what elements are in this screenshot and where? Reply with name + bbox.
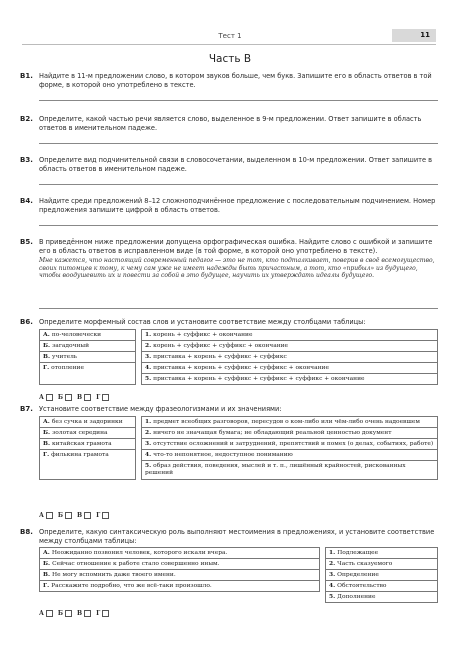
task-number: B4. <box>20 197 33 205</box>
b8-match-table <box>39 547 438 603</box>
header-rule <box>22 44 436 45</box>
task-text: В приведённом ниже предложении допущена орфографическая ошибка. Найдите слово с ошибкой и запишите его в область ответов в исправленном виде (в той форме, в которой оно употреблено в тексте). <box>39 238 433 255</box>
left-cell: Б. загадочный <box>40 341 136 352</box>
answer-line[interactable] <box>39 184 438 185</box>
table-row <box>40 559 438 570</box>
right-cell: 3. Определение <box>326 570 438 581</box>
answer-box[interactable] <box>102 394 109 401</box>
table-row <box>40 439 438 450</box>
left-cell: В. учитель <box>40 352 136 363</box>
left-cell: А. Неожиданно позвонил человек, которого искали вчера. <box>40 548 320 559</box>
left-cell: Б. Сейчас отношение к работе стало совершенно иным. <box>40 559 320 570</box>
right-cell: 2. Часть сказуемого <box>326 559 438 570</box>
table-row <box>40 548 438 559</box>
part-title: Часть B <box>208 53 252 65</box>
task-text: Определите, какую синтаксическую роль выполняют местоимения в предложениях, и установите соответствие между столбцами таблицы: <box>39 528 435 545</box>
table-row <box>40 330 438 341</box>
task-b7 <box>20 405 438 414</box>
table-row <box>40 450 438 461</box>
right-cell: 5. образ действия, поведения, мыслей и т. п., лишённый крайностей, рискованных решений <box>142 461 438 479</box>
b6-answer-boxes: А Б В Г <box>39 394 114 401</box>
right-cell: 2. корень + суффикс + суффикс + окончание <box>142 341 438 352</box>
task-text: Определите морфемный состав слов и установите соответствие между столбцами таблицы: <box>39 318 366 326</box>
task-text: Определите вид подчинительной связи в словосочетании, выделенном в 10-м предложении. Ответ запишите в область ответов в именительном падеже. <box>39 156 433 173</box>
table-row <box>40 363 438 374</box>
left-cell: В. китайская грамота <box>40 439 136 450</box>
page-number: 11 <box>392 29 436 42</box>
left-cell: А. без сучка и задоринки <box>40 417 136 428</box>
table-row <box>40 417 438 428</box>
answer-box[interactable] <box>65 394 72 401</box>
task-b4 <box>20 197 438 214</box>
left-cell: В. Не могу вспомнить даже твоего имени. <box>40 570 320 581</box>
task-b5 <box>20 238 438 280</box>
right-cell: 3. приставка + корень + суффикс + суффикс <box>142 352 438 363</box>
right-cell: 2. ничего не значащая бумага; не обладающий реальной ценностью документ <box>142 428 438 439</box>
table-row <box>40 570 438 581</box>
answer-box[interactable] <box>46 512 53 519</box>
task-b6 <box>20 318 438 327</box>
task-number: B3. <box>20 156 33 164</box>
left-cell: Г. отопление <box>40 363 136 385</box>
answer-line[interactable] <box>39 143 438 144</box>
b8-answer-boxes: А Б В Г <box>39 610 114 617</box>
left-cell: А. по-человечески <box>40 330 136 341</box>
right-cell: 1. корень + суффикс + окончание <box>142 330 438 341</box>
right-cell: 3. отсутствие осложнений и затруднений, препятствий и помех (о делах, событиях, работе) <box>142 439 438 450</box>
task-number: B5. <box>20 238 33 246</box>
answer-box[interactable] <box>84 394 91 401</box>
right-cell: 4. что-то непонятное, недоступное пониманию <box>142 450 438 461</box>
answer-box[interactable] <box>84 512 91 519</box>
task-b8 <box>20 528 438 545</box>
table-row <box>40 352 438 363</box>
task-text: Установите соответствие между фразеологизмами и их значениями: <box>39 405 282 413</box>
answer-box[interactable] <box>46 610 53 617</box>
answer-box[interactable] <box>84 610 91 617</box>
answer-line[interactable] <box>39 225 438 226</box>
left-cell: Г. Расскажите подробно, что же всё-таки произошло. <box>40 581 320 592</box>
answer-box[interactable] <box>102 610 109 617</box>
table-row <box>40 581 438 592</box>
task-b1 <box>20 72 438 89</box>
task-text: Найдите в 11-м предложении слово, в котором звуков больше, чем букв. Запишите его в область ответов в той форме, в которой оно употреблено в тексте. <box>39 72 432 89</box>
right-cell: 4. Обстоятельство <box>326 581 438 592</box>
task-text: Найдите среди предложений 8–12 сложноподчинённое предложение с последовательным подчинением. Номер предложения запишите цифрой в область ответов. <box>39 197 436 214</box>
left-cell: Г. филькина грамота <box>40 450 136 479</box>
left-cell: Б. золотая середина <box>40 428 136 439</box>
task-number: B2. <box>20 115 33 123</box>
answer-line[interactable] <box>39 308 438 309</box>
answer-box[interactable] <box>102 512 109 519</box>
answer-line[interactable] <box>39 100 438 101</box>
task-text: Определите, какой частью речи является слово, выделенное в 9-м предложении. Ответ запишите в область ответов в именительном падеже. <box>39 115 422 132</box>
table-row <box>40 428 438 439</box>
task-number: B1. <box>20 72 33 80</box>
right-cell: 1. предмет всеобщих разговоров, пересудов о ком-либо или чём-либо очень надоевшем <box>142 417 438 428</box>
table-row <box>40 341 438 352</box>
task-number: B7. <box>20 405 33 413</box>
answer-box[interactable] <box>65 512 72 519</box>
answer-box[interactable] <box>65 610 72 617</box>
b7-match-table <box>39 416 438 480</box>
answer-box[interactable] <box>46 394 53 401</box>
right-cell: 5. приставка + корень + суффикс + суффикс + суффикс + окончание <box>142 374 438 385</box>
table-row <box>40 592 438 603</box>
right-cell: 5. Дополнение <box>326 592 438 603</box>
task-number: B8. <box>20 528 33 536</box>
b7-answer-boxes: А Б В Г <box>39 512 114 519</box>
task-b2 <box>20 115 438 132</box>
task-number: B6. <box>20 318 33 326</box>
right-cell: 4. приставка + корень + суффикс + суффикс + окончание <box>142 363 438 374</box>
b6-match-table <box>39 329 438 385</box>
running-title: Тест 1 <box>218 32 242 40</box>
right-cell: 1. Подлежащее <box>326 548 438 559</box>
task-b3 <box>20 156 438 173</box>
quoted-sentence: Мне кажется, что настоящий современный педагог — это не тот, кто подталкивает, поверив в своё всемогущество, своих питомцев к тому, к чему сам уже не имеет надежды быть причастным, а тот, кто «прибыл» из будущего, чтобы воодушевить их и повести за собой в это будущее, научить их утверждать идеалы будущего. <box>39 257 435 280</box>
